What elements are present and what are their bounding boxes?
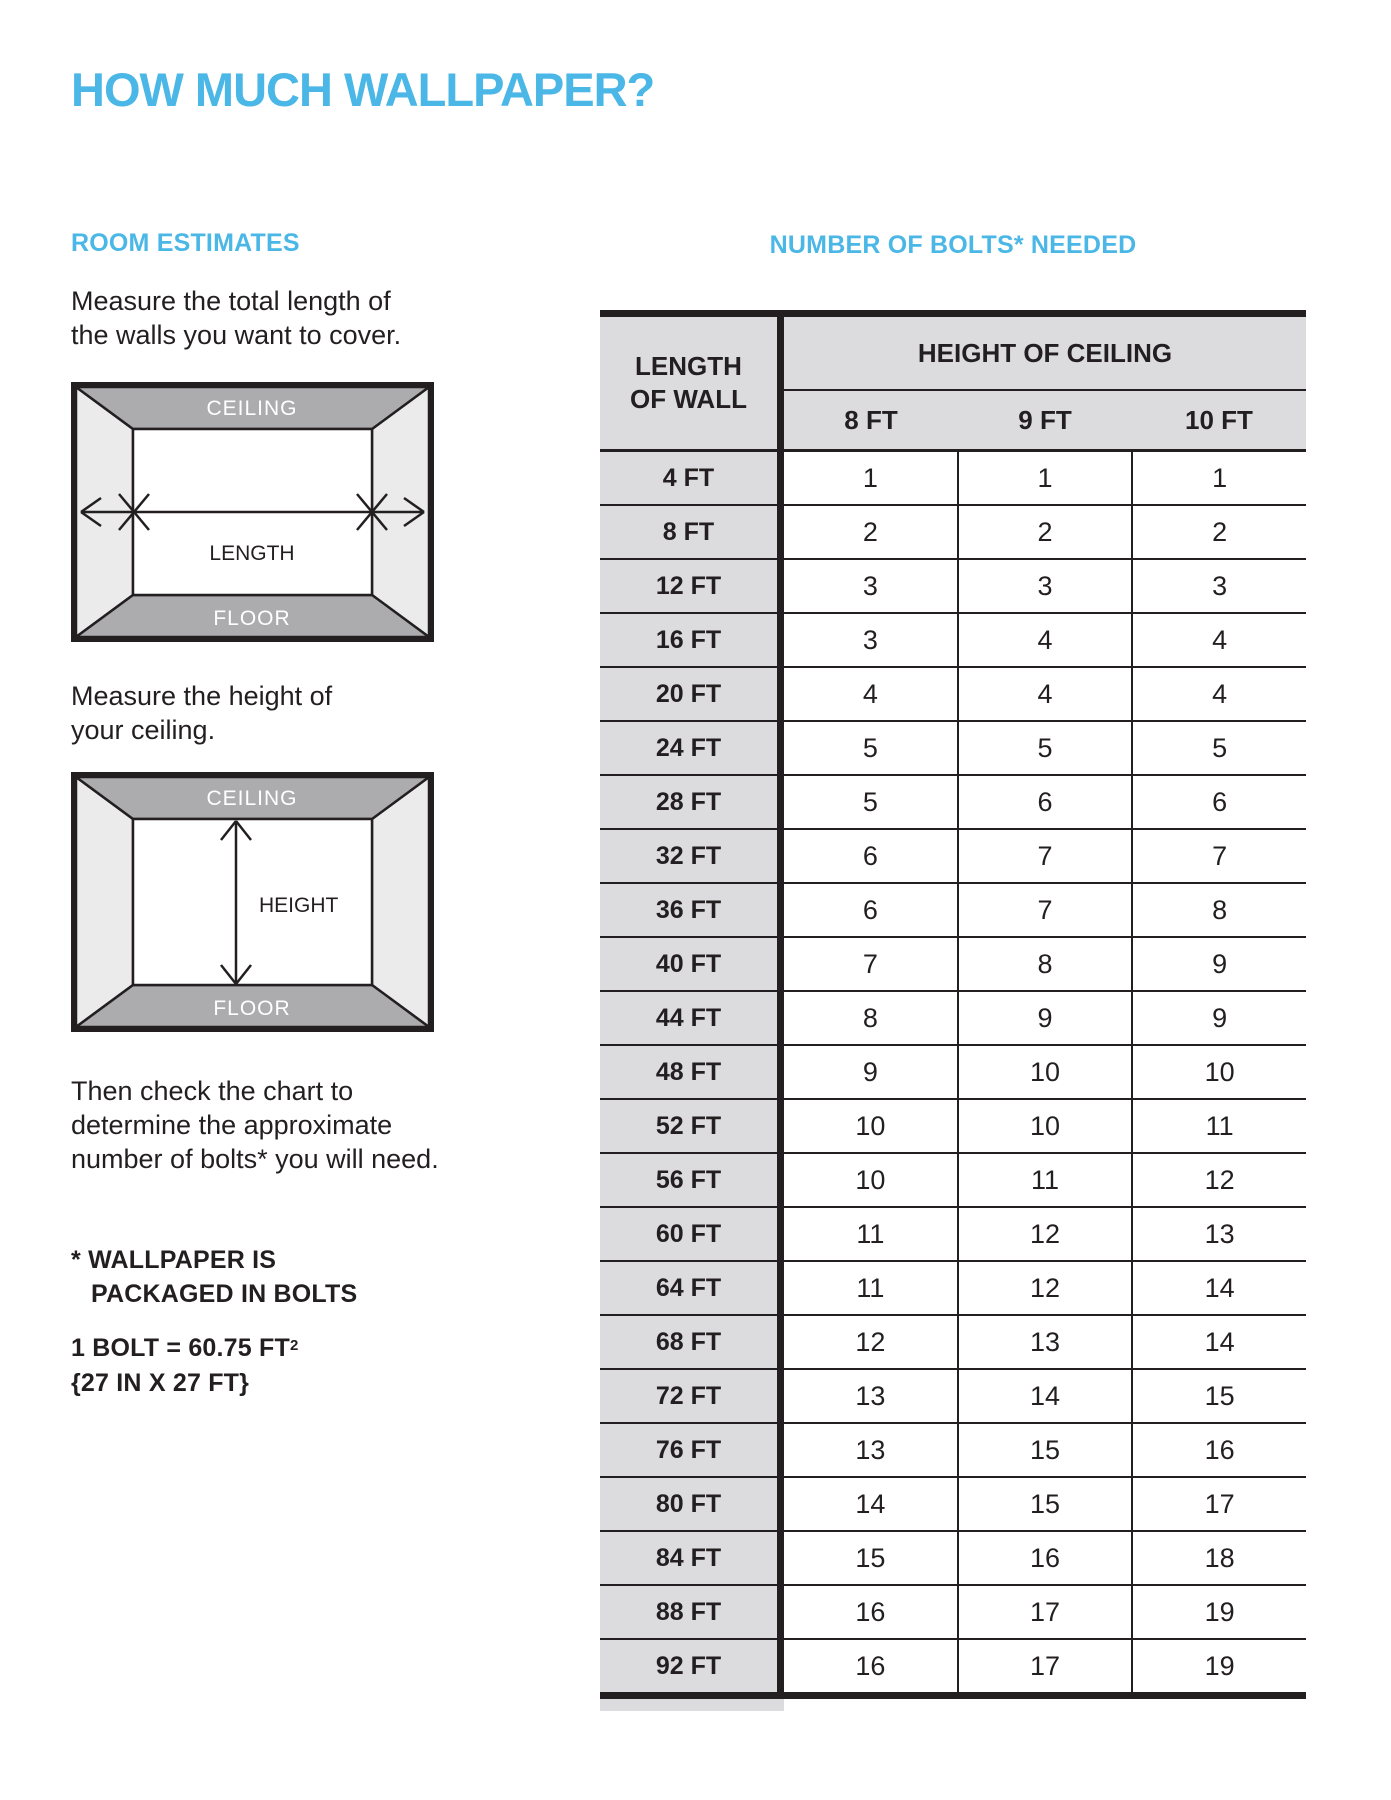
wall-length-label: 64 FT: [600, 1262, 777, 1314]
footnote-line: * WALLPAPER IS: [71, 1246, 277, 1274]
bolt-count-cell: 1: [862, 462, 878, 493]
row-values: [784, 668, 1306, 720]
room-length-diagram: [71, 382, 434, 642]
bolt-count-cell: 17: [957, 1640, 1132, 1692]
column-divider: [777, 614, 784, 666]
floor-label: FLOOR: [213, 997, 291, 1020]
height-of-ceiling-header: HEIGHT OF CEILING: [784, 317, 1306, 389]
bolt-count-cell: 8: [1131, 884, 1306, 936]
table-row: [600, 722, 1306, 774]
paragraph-line: Then check the chart to: [71, 1076, 354, 1106]
check-chart-paragraph: [71, 1074, 439, 1176]
bolt-count-cell: 11: [1131, 1100, 1306, 1152]
header-line: LENGTH: [635, 351, 742, 381]
ceiling-height-subheaders: [784, 391, 1306, 449]
bolt-count-cell: 11: [856, 1218, 885, 1249]
wall-length-label: 44 FT: [600, 992, 777, 1044]
bolt-count-cell: 14: [855, 1488, 886, 1519]
paragraph-line: Measure the total length of: [71, 286, 391, 316]
column-divider: [777, 1100, 784, 1152]
subheader-10-ft: 10 FT: [1185, 404, 1253, 435]
column-divider: [777, 1046, 784, 1098]
bolt-count-cell: 19: [1131, 1640, 1306, 1692]
bolt-count-cell: 8: [862, 1002, 878, 1033]
wall-length-label: 4 FT: [600, 452, 777, 504]
bolt-count-cell: 9: [862, 1056, 878, 1087]
floor-label: FLOOR: [213, 607, 291, 630]
bolt-count-cell: 4: [957, 614, 1132, 666]
bolt-dimensions: {27 IN X 27 FT}: [71, 1369, 250, 1397]
measure-height-paragraph: [71, 679, 332, 747]
bolt-count-cell: 16: [957, 1532, 1132, 1584]
column-divider: [777, 884, 784, 936]
footnote-line: PACKAGED IN BOLTS: [91, 1280, 358, 1308]
bolt-count-cell: 14: [957, 1370, 1132, 1422]
column-divider: [777, 776, 784, 828]
bolt-size-info: [71, 1328, 299, 1401]
column-divider: [777, 830, 784, 882]
bolt-count-cell: 13: [957, 1316, 1132, 1368]
header-line: OF WALL: [630, 384, 747, 414]
bolt-count-cell: 15: [1131, 1370, 1306, 1422]
bolt-count-cell: 12: [957, 1262, 1132, 1314]
bolt-count-cell: 5: [957, 722, 1132, 774]
length-of-wall-header: [600, 317, 777, 449]
row-values: [784, 506, 1306, 558]
wallpaper-bolts-footnote: [71, 1243, 357, 1311]
bolt-count-cell: 9: [957, 992, 1132, 1044]
column-divider: [777, 722, 784, 774]
wall-length-label: 72 FT: [600, 1370, 777, 1422]
bolt-count-cell: 6: [957, 776, 1132, 828]
row-values: [784, 776, 1306, 828]
row-values: [784, 1532, 1306, 1584]
bolt-count-cell: 10: [855, 1110, 886, 1141]
column-divider: [777, 1208, 784, 1260]
column-divider: [777, 1424, 784, 1476]
bolt-count-cell: 7: [1131, 830, 1306, 882]
bolt-count-cell: 4: [1131, 668, 1306, 720]
table-row: [600, 614, 1306, 666]
bolt-count-cell: 8: [957, 938, 1132, 990]
right-wall: [372, 777, 429, 1027]
wall-length-label: 28 FT: [600, 776, 777, 828]
height-label: HEIGHT: [259, 894, 339, 917]
wall-length-label: 92 FT: [600, 1640, 777, 1692]
bolt-count-cell: 6: [862, 840, 878, 871]
bolt-count-cell: 14: [1131, 1316, 1306, 1368]
bolt-count-cell: 4: [1131, 614, 1306, 666]
bolt-count-cell: 6: [862, 894, 878, 925]
paragraph-line: your ceiling.: [71, 715, 216, 745]
bolt-count-cell: 1: [957, 452, 1132, 504]
wall-length-label: 56 FT: [600, 1154, 777, 1206]
bolt-count-cell: 15: [855, 1542, 886, 1573]
bolt-count-cell: 4: [957, 668, 1132, 720]
bolt-count-cell: 2: [957, 506, 1132, 558]
row-values: [784, 722, 1306, 774]
wall-length-label: 36 FT: [600, 884, 777, 936]
bolt-count-cell: 10: [957, 1046, 1132, 1098]
column-divider: [777, 452, 784, 504]
row-values: [784, 1262, 1306, 1314]
column-divider: [777, 992, 784, 1044]
bolt-count-cell: 10: [1131, 1046, 1306, 1098]
bolt-count-cell: 13: [855, 1380, 886, 1411]
bolt-equation: 1 BOLT = 60.75 $FT^2$: [71, 1334, 299, 1362]
row-values: [784, 1046, 1306, 1098]
table-row: [600, 1532, 1306, 1584]
table-row: [600, 668, 1306, 720]
column-divider: [777, 938, 784, 990]
bolt-count-cell: 12: [855, 1326, 886, 1357]
paragraph-line: number of bolts* you will need.: [71, 1144, 439, 1174]
bolt-count-cell: 7: [957, 884, 1132, 936]
table-row: [600, 452, 1306, 504]
paragraph-line: determine the approximate: [71, 1110, 393, 1140]
table-row: [600, 1100, 1306, 1152]
column-divider: [777, 1478, 784, 1530]
paragraph-line: Measure the height of: [71, 681, 333, 711]
bolts-table: [600, 310, 1306, 1711]
wall-length-label: 80 FT: [600, 1478, 777, 1530]
row-values: [784, 1640, 1306, 1692]
bolt-count-cell: 13: [1131, 1208, 1306, 1260]
wall-length-label: 68 FT: [600, 1316, 777, 1368]
bolt-count-cell: 3: [957, 560, 1132, 612]
bolt-count-cell: 9: [1131, 938, 1306, 990]
table-row: [600, 1586, 1306, 1638]
bolt-count-cell: 18: [1131, 1532, 1306, 1584]
column-divider: [777, 1586, 784, 1638]
row-values: [784, 1478, 1306, 1530]
row-values: [784, 560, 1306, 612]
table-row: [600, 1262, 1306, 1314]
label-column-strip: [600, 1699, 784, 1711]
bolt-count-cell: 7: [862, 948, 878, 979]
subheader-9-ft: 9 FT: [1018, 404, 1072, 435]
bolts-needed-heading: NUMBER OF BOLTS* NEEDED: [769, 231, 1137, 259]
wall-length-label: 84 FT: [600, 1532, 777, 1584]
page-title: HOW MUCH WALLPAPER?: [71, 63, 655, 116]
paragraph-line: the walls you want to cover.: [71, 320, 402, 350]
row-values: [784, 1424, 1306, 1476]
column-divider: [777, 668, 784, 720]
table-row: [600, 1154, 1306, 1206]
bolt-count-cell: 16: [1131, 1424, 1306, 1476]
table-row: [600, 1640, 1306, 1692]
row-values: [784, 884, 1306, 936]
row-values: [784, 830, 1306, 882]
table-header: [600, 317, 1306, 449]
wall-length-label: 60 FT: [600, 1208, 777, 1260]
row-values: [784, 938, 1306, 990]
bolt-count-cell: 13: [855, 1434, 886, 1465]
column-divider: [777, 1640, 784, 1692]
table-row: [600, 1370, 1306, 1422]
bolt-count-cell: 17: [1131, 1478, 1306, 1530]
bolt-count-cell: 15: [957, 1478, 1132, 1530]
column-divider: [777, 317, 784, 449]
table-row: [600, 830, 1306, 882]
row-values: [784, 614, 1306, 666]
bolt-count-cell: 12: [957, 1208, 1132, 1260]
bolt-count-cell: 11: [856, 1272, 885, 1303]
table-top-border: [600, 310, 1306, 317]
row-values: [784, 1154, 1306, 1206]
bolt-count-cell: 5: [862, 732, 878, 763]
table-row: [600, 938, 1306, 990]
table-row: [600, 1316, 1306, 1368]
bolt-count-cell: 16: [855, 1596, 886, 1627]
bolt-count-cell: 5: [862, 786, 878, 817]
bolt-count-cell: 3: [862, 624, 878, 655]
squared-exponent: 2: [289, 1337, 299, 1354]
length-label: LENGTH: [209, 542, 295, 565]
wall-length-label: 8 FT: [600, 506, 777, 558]
table-body: [600, 452, 1306, 1692]
bolt-count-cell: 3: [862, 570, 878, 601]
wall-length-label: 24 FT: [600, 722, 777, 774]
bolt-count-cell: 3: [1131, 560, 1306, 612]
bolt-count-cell: 12: [1131, 1154, 1306, 1206]
bolt-count-cell: 11: [957, 1154, 1132, 1206]
ceiling-label: CEILING: [206, 787, 298, 810]
wall-length-label: 16 FT: [600, 614, 777, 666]
row-values: [784, 452, 1306, 504]
table-row: [600, 884, 1306, 936]
subheader-8-ft: 8 FT: [844, 404, 898, 435]
wall-length-label: 88 FT: [600, 1586, 777, 1638]
bolt-count-cell: 15: [957, 1424, 1132, 1476]
bolt-count-cell: 16: [855, 1650, 886, 1681]
row-values: [784, 1370, 1306, 1422]
table-row: [600, 1046, 1306, 1098]
table-row: [600, 1208, 1306, 1260]
wall-length-label: 32 FT: [600, 830, 777, 882]
wall-length-label: 48 FT: [600, 1046, 777, 1098]
bolt-count-cell: 19: [1131, 1586, 1306, 1638]
wall-length-label: 12 FT: [600, 560, 777, 612]
wall-length-label: 76 FT: [600, 1424, 777, 1476]
row-values: [784, 992, 1306, 1044]
column-divider: [777, 1262, 784, 1314]
room-height-diagram: [71, 772, 434, 1032]
ceiling-label: CEILING: [206, 397, 298, 420]
measure-length-paragraph: [71, 284, 401, 352]
table-row: [600, 560, 1306, 612]
ceiling-header-group: [784, 317, 1306, 449]
room-estimates-heading: ROOM ESTIMATES: [71, 229, 300, 257]
bolt-count-cell: 1: [1131, 452, 1306, 504]
bolt-count-cell: 2: [862, 516, 878, 547]
bolt-count-cell: 10: [855, 1164, 886, 1195]
table-bottom-border: [600, 1692, 1306, 1699]
bolt-count-cell: 5: [1131, 722, 1306, 774]
column-divider: [777, 560, 784, 612]
bolt-count-cell: 17: [957, 1586, 1132, 1638]
row-values: [784, 1586, 1306, 1638]
column-divider: [777, 506, 784, 558]
table-row: [600, 776, 1306, 828]
bolt-count-cell: 6: [1131, 776, 1306, 828]
column-divider: [777, 1154, 784, 1206]
bolt-count-cell: 2: [1131, 506, 1306, 558]
bolt-count-cell: 4: [862, 678, 878, 709]
left-wall: [76, 777, 133, 1027]
table-row: [600, 1424, 1306, 1476]
wall-length-label: 40 FT: [600, 938, 777, 990]
column-divider: [777, 1316, 784, 1368]
row-values: [784, 1100, 1306, 1152]
bolt-count-cell: 9: [1131, 992, 1306, 1044]
table-row: [600, 506, 1306, 558]
row-values: [784, 1316, 1306, 1368]
column-divider: [777, 1532, 784, 1584]
row-values: [784, 1208, 1306, 1260]
bolt-count-cell: 7: [957, 830, 1132, 882]
bolt-count-cell: 14: [1131, 1262, 1306, 1314]
bolt-count-cell: 10: [957, 1100, 1132, 1152]
table-row: [600, 1478, 1306, 1530]
wall-length-label: 52 FT: [600, 1100, 777, 1152]
wall-length-label: 20 FT: [600, 668, 777, 720]
table-row: [600, 992, 1306, 1044]
column-divider: [777, 1370, 784, 1422]
